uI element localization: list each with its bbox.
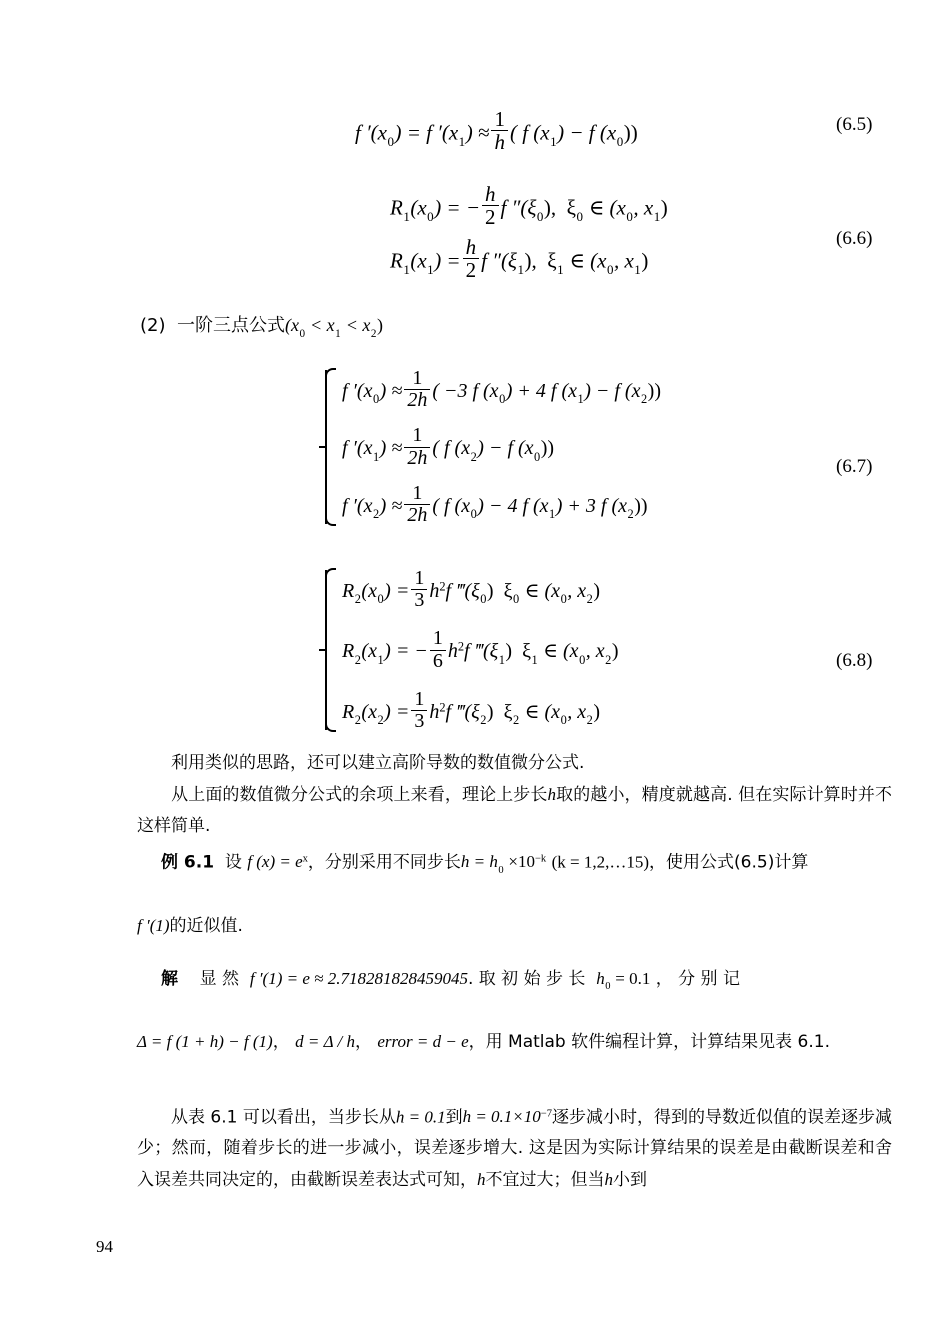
eq66a-arg-sub: 0 <box>427 209 434 225</box>
eq66b-xi: ξ <box>547 248 557 273</box>
example-6-1-continued <box>137 910 897 942</box>
eq67-r1-approx: ) ≈ <box>379 380 403 402</box>
eq68-r1-xi: ξ <box>503 580 513 602</box>
eq67-r2-close: )) <box>540 437 555 460</box>
section-marker: (2) <box>140 315 166 336</box>
eq68-r1-R-sub: 2 <box>354 592 361 607</box>
section-cond-1: 1 <box>335 327 341 340</box>
eq66b-fraction <box>463 236 480 282</box>
left-brace-6-8 <box>318 568 336 732</box>
eq68-r1-comma: , x <box>567 580 587 602</box>
eq66b-arg: (x <box>410 248 427 273</box>
eq66a-comma: , x <box>633 195 654 220</box>
eq68-r3-xi: ξ <box>503 700 513 723</box>
section-cond-open: (x <box>284 315 299 335</box>
eq68-r2-R: R <box>342 640 355 663</box>
eq66b-xi-sub: 1 <box>517 262 524 278</box>
eq67-r1-num: 1 <box>412 367 423 389</box>
eq68-r3-fraction <box>411 689 427 732</box>
final-h-symbol-1: h <box>477 1170 486 1190</box>
eq67-r3-den: 2h <box>404 504 430 526</box>
eq68-row-1 <box>342 568 619 611</box>
eq68-r3-arg-sub: 2 <box>377 713 384 728</box>
eq67-r3-approx: ) ≈ <box>379 494 403 517</box>
eq68-r3-in: ∈ (x <box>524 700 561 723</box>
solution-h0-sub: 0 <box>605 981 611 993</box>
eq68-row-3 <box>342 689 619 732</box>
eq66b-i2: 1 <box>634 262 641 278</box>
eq66a-xi: ξ <box>566 195 576 220</box>
eq67-r3-t2: ) + 3 f (x <box>555 494 627 517</box>
eq68-r1-i2: 2 <box>586 592 593 607</box>
eq66a-tail: ), <box>543 195 557 220</box>
eq68-r2-eq: ) = − <box>384 640 428 663</box>
eq67-r2-t1: ) − f (x <box>477 437 534 460</box>
eq67-r3-s1: 0 <box>470 507 477 522</box>
eq65-minus: ) − f (x <box>557 120 617 145</box>
equation-number-6-8: (6.8) <box>836 650 873 671</box>
eq67-r2-lhs-sub: 1 <box>372 449 380 464</box>
eq67-r1-close: )) <box>647 380 661 402</box>
eq68-r2-comma: , x <box>585 640 605 663</box>
section-cond-lt1: < x <box>305 315 335 335</box>
paragraph-2-part-a: 从上面的数值微分公式的余项上来看，理论上步长 <box>171 785 548 805</box>
paragraph-final-analysis <box>137 1099 892 1196</box>
eq66b-arg-sub: 1 <box>427 262 434 278</box>
eq67-r1-t1: ) + 4 f (x <box>505 380 578 402</box>
eq66a-i2: 1 <box>653 209 661 225</box>
equation-6-8-system <box>318 568 619 732</box>
example-times: ×10 <box>504 852 535 872</box>
eq68-r2-in: ∈ (x <box>543 640 579 663</box>
solution-text-a: 显 然 <box>199 969 240 989</box>
eq68-r1-xi-sub2: 0 <box>513 592 520 607</box>
solution-h0: h <box>596 969 605 988</box>
example-fprime: f ′(1) <box>137 916 170 935</box>
eq66b-close: ) <box>641 248 649 273</box>
solution-comma-2: ， <box>354 1032 372 1052</box>
solution-h0-value: = 0.1 <box>610 969 651 988</box>
eq68-r3-close: ) <box>593 700 601 723</box>
eq68-r3-i2: 2 <box>586 713 593 728</box>
example-fx: f (x) = e <box>247 852 303 872</box>
eq67-r3-body: ( f (x <box>432 494 471 517</box>
equation-6-7-system <box>318 368 661 526</box>
eq68-r1-arg-sub: 0 <box>377 592 384 607</box>
eq68-r2-i2: 2 <box>605 652 612 667</box>
equation-number-6-6: (6.6) <box>836 228 873 249</box>
eq67-r1-body: ( −3 f (x <box>432 380 499 402</box>
eq66a-R: R <box>390 195 403 220</box>
eq66a-num: h <box>485 182 496 206</box>
example-text-b: ，分别采用不同步长 <box>307 852 461 873</box>
eq66a-R-sub: 1 <box>403 209 410 225</box>
example-text-d: 的近似值. <box>169 916 243 936</box>
eq67-r1-fraction <box>404 368 430 411</box>
eq67-r2-num: 1 <box>412 424 423 447</box>
example-6-1 <box>137 843 897 888</box>
example-label: 例 6.1 <box>161 852 215 873</box>
eq68-r1-h-sup: 2 <box>439 579 446 594</box>
example-k-range: (k = 1,2,…15) <box>551 852 650 872</box>
final-h-value-1: h = 0.1 <box>395 1107 446 1127</box>
eq68-r3-num: 1 <box>414 687 425 710</box>
solution-line-2 <box>137 1026 897 1058</box>
eq66a-xi-sub: 0 <box>536 209 544 225</box>
eq66b-i1: 0 <box>606 262 614 278</box>
final-text-d: 不宜过大；但当 <box>485 1170 605 1191</box>
final-h-value-2: h = 0.1×10 <box>462 1107 541 1127</box>
solution-error-def: error = d − e <box>377 1032 469 1051</box>
eq68-r3-xi-sub2: 2 <box>513 713 520 728</box>
eq68-r1-close: ) <box>593 580 601 602</box>
eq66a-arg: (x <box>410 195 427 220</box>
eq66a-i1: 0 <box>626 209 633 225</box>
eq68-r2-fraction <box>430 628 446 671</box>
eq66b-R: R <box>390 248 403 273</box>
paragraph-1-text: 利用类似的思路，还可以建立高阶导数的数值微分公式. <box>171 753 585 773</box>
paragraph-2-h-symbol: h <box>547 785 557 804</box>
eq67-r3-num: 1 <box>412 481 423 504</box>
solution-comma-1: ， <box>272 1032 290 1052</box>
eq66b-comma: , x <box>613 248 634 273</box>
eq66a-fraction <box>482 183 499 229</box>
eq68-r3-R: R <box>342 700 355 723</box>
eq67-r3-s2: 1 <box>549 507 556 522</box>
eq68-r2-num: 1 <box>432 627 443 650</box>
final-text-b: 到 <box>445 1107 463 1128</box>
eq68-r1-arg: (x <box>361 580 377 602</box>
eq68-r2-xi-sub2: 1 <box>531 652 538 667</box>
eq66a-eq: ) = − <box>434 195 481 220</box>
eq67-r3-s3: 2 <box>627 507 634 522</box>
eq67-r2-lhs: f ′(x <box>342 437 373 460</box>
example-power: −k <box>534 854 547 865</box>
solution-text-e: ，用 Matlab 软件编程计算，计算结果见表 6.1. <box>468 1032 830 1052</box>
example-h-eq: h = h <box>460 852 498 872</box>
equation-6-6-line-2 <box>390 236 648 282</box>
eq67-r1-t2: ) − f (x <box>584 380 641 402</box>
equation-6-6-line-1 <box>390 183 668 229</box>
eq65-sub-c: 1 <box>550 134 557 150</box>
eq68-r1-in: ∈ (x <box>524 580 561 602</box>
eq68-r2-arg-sub: 1 <box>377 652 384 667</box>
equation-number-6-7: (6.7) <box>836 456 873 477</box>
eq67-r2-fraction <box>404 425 430 468</box>
eq68-r3-close-f: ) <box>486 700 494 723</box>
eq66b-R-sub: 1 <box>403 262 410 278</box>
final-h-power: −7 <box>540 1109 552 1120</box>
eq66b-xi-sub2: 1 <box>557 262 564 278</box>
eq65-close: )) <box>623 120 638 145</box>
paragraph-higher-order <box>137 748 892 779</box>
eq67-r1-lhs: f ′(x <box>342 380 373 402</box>
eq66b-eq: ) = <box>434 248 461 273</box>
eq65-approx: ) ≈ <box>465 120 490 145</box>
section-cond-2: 2 <box>370 327 377 340</box>
eq68-r1-close-f: ) <box>486 580 494 602</box>
eq68-r3-comma: , x <box>567 700 587 723</box>
eq67-r3-close: )) <box>634 494 648 517</box>
eq68-r2-f: f ‴(ξ <box>464 640 499 663</box>
eq68-r3-eq: ) = <box>384 700 410 723</box>
eq68-r2-h: h <box>447 640 458 663</box>
solution-e-value: f ′(1) = e ≈ 2.718281828459045 <box>249 969 468 988</box>
left-brace-6-7 <box>318 368 336 526</box>
solution-text-b: . 取 初 始 步 长 <box>467 969 586 989</box>
eq67-r1-lhs-sub: 0 <box>372 392 380 407</box>
eq68-r1-h: h <box>429 580 440 602</box>
eq67-row-3 <box>342 483 661 526</box>
section-cond-close: ) <box>376 315 383 335</box>
section-cond-lt2: < x <box>341 315 371 335</box>
eq67-r2-s2: 0 <box>534 449 541 464</box>
paragraph-2-part-b: 取的越小，精度就越高. 但在实际计算时并不这样简单. <box>137 785 893 836</box>
eq68-r3-R-sub: 2 <box>354 713 361 728</box>
eq66b-in: ∈ (x <box>569 248 607 273</box>
page-number: 94 <box>96 1237 113 1256</box>
eq67-r2-body: ( f (x <box>432 437 471 460</box>
solution-line-1 <box>137 963 897 1002</box>
eq67-r1-s3: 2 <box>640 392 648 407</box>
eq65-fraction <box>491 108 508 154</box>
eq68-r2-h-sup: 2 <box>457 639 465 654</box>
eq67-r1-den: 2h <box>404 389 430 411</box>
eq67-row-2 <box>342 425 661 468</box>
eq68-r1-i1: 0 <box>560 592 567 607</box>
eq67-r2-den: 2h <box>404 447 430 469</box>
eq66a-in: ∈ (x <box>588 195 626 220</box>
eq68-r1-R: R <box>342 580 355 602</box>
eq68-r3-arg: (x <box>361 700 377 723</box>
example-fx-exponent: x <box>302 854 308 865</box>
eq68-r1-f: f ‴(ξ <box>445 580 480 602</box>
eq67-r3-lhs-sub: 2 <box>372 507 380 522</box>
eq66b-num: h <box>465 235 477 259</box>
eq68-r2-arg: (x <box>361 640 377 663</box>
eq68-r2-xi-sub: 1 <box>498 652 505 667</box>
eq68-r2-close: ) <box>611 640 619 663</box>
solution-d-def: d = Δ / h <box>295 1032 355 1051</box>
example-text-a: 设 <box>224 852 242 873</box>
equation-6-5 <box>355 108 638 154</box>
eq65-frac-num: 1 <box>494 107 505 131</box>
final-text-a: 从表 6.1 可以看出，当步长从 <box>171 1107 396 1128</box>
eq67-r1-s1: 0 <box>499 392 506 407</box>
eq66a-close: ) <box>660 195 668 220</box>
equation-number-6-5: (6.5) <box>836 114 873 135</box>
eq68-r3-f: f ‴(ξ <box>445 700 480 723</box>
eq68-r3-h-sup: 2 <box>439 700 446 715</box>
solution-delta-def: Δ = f (1 + h) − f (1) <box>137 1032 273 1051</box>
eq68-r2-i1: 0 <box>579 652 586 667</box>
eq68-r3-i1: 0 <box>560 713 567 728</box>
final-h-symbol-2: h <box>604 1170 613 1190</box>
eq67-r3-lhs: f ′(x <box>342 494 373 517</box>
eq65-sub-d: 0 <box>616 134 624 150</box>
eq67-r3-fraction <box>404 483 430 526</box>
eq65-mid: ) = f ′(x <box>394 120 459 145</box>
eq66b-den: 2 <box>463 258 480 281</box>
eq68-r2-den: 6 <box>430 650 446 672</box>
solution-text-c: ， 分 别 记 <box>655 969 740 989</box>
eq68-r1-fraction <box>411 568 427 611</box>
eq68-r1-den: 3 <box>411 589 427 611</box>
eq66b-f: f ″(ξ <box>481 248 517 273</box>
section-title: 一阶三点公式 <box>176 315 285 336</box>
eq65-lhs: f ′(x <box>355 120 387 145</box>
eq67-r1-s2: 1 <box>577 392 584 407</box>
eq68-r2-R-sub: 2 <box>354 652 361 667</box>
final-text-e: 小到 <box>613 1170 647 1191</box>
eq68-r1-xi-sub: 0 <box>480 592 487 607</box>
eq67-r2-s1: 2 <box>470 449 477 464</box>
eq66a-den: 2 <box>482 205 499 228</box>
paragraph-step-size <box>137 779 892 842</box>
eq68-r3-xi-sub: 2 <box>480 713 487 728</box>
eq67-row-1 <box>342 368 661 411</box>
eq68-r1-num: 1 <box>414 567 425 589</box>
eq68-r3-h: h <box>429 700 440 723</box>
eq68-r2-close-f: ) <box>505 640 513 663</box>
eq65-sub-0: 0 <box>387 134 395 150</box>
eq66a-f: f ″(ξ <box>500 195 537 220</box>
eq67-r2-approx: ) ≈ <box>379 437 403 460</box>
eq66b-tail: ), <box>524 248 537 273</box>
example-h-sub: 0 <box>498 864 504 876</box>
eq68-r2-xi: ξ <box>522 640 532 663</box>
eq68-r3-den: 3 <box>411 710 427 732</box>
section-cond-0: 0 <box>299 327 306 340</box>
final-text-c: 逐步减小时，得到的导数近似值的误差逐步减少；然而，随着步长的进一步减小，误差逐步增大. 这是因为实际计算结果的误差是由截断误差和舍入误差共同决定的，由截断误差表达式可知， <box>137 1107 892 1191</box>
eq65-rhs: ( f (x <box>509 120 550 145</box>
eq67-r3-t1: ) − 4 f (x <box>477 494 549 517</box>
section-heading-order1-three-point <box>140 310 540 350</box>
example-text-c: ，使用公式(6.5)计算 <box>649 852 809 873</box>
eq66a-xi-sub2: 0 <box>576 209 584 225</box>
eq68-row-2 <box>342 628 619 671</box>
eq65-sub-1: 1 <box>458 134 466 150</box>
eq68-r1-eq: ) = <box>384 580 410 602</box>
eq65-frac-den: h <box>491 130 508 153</box>
solution-label: 解 <box>161 969 178 989</box>
